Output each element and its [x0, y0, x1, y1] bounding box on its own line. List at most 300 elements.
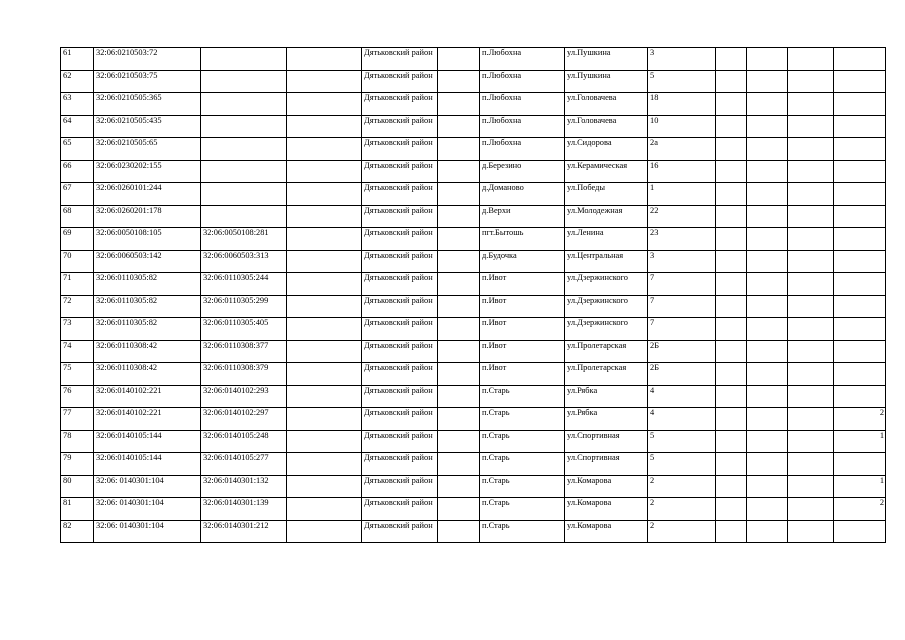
cell-blank-col-a	[287, 408, 362, 431]
registry-table	[60, 47, 886, 543]
cell-blank-col-e	[788, 520, 834, 543]
cell-house-number: 4	[648, 385, 716, 408]
cell-blank-col-b	[438, 93, 480, 116]
cell-blank-col-c	[716, 70, 747, 93]
cell-cadastral-number: 32:06:0260201:178	[94, 205, 201, 228]
cell-blank-col-d	[747, 183, 788, 206]
cell-street: ул.Пушкина	[565, 70, 648, 93]
cell-count-value	[834, 273, 886, 296]
cell-blank-col-c	[716, 385, 747, 408]
cell-district: Дятьковский район	[362, 183, 438, 206]
cell-house-number: 7	[648, 273, 716, 296]
cell-blank-col-e	[788, 295, 834, 318]
cell-row-number: 67	[61, 183, 94, 206]
cell-settlement: п.Любохна	[480, 70, 565, 93]
cell-count-value	[834, 93, 886, 116]
cell-blank-col-d	[747, 295, 788, 318]
cell-count-value: 1	[834, 430, 886, 453]
cell-row-number: 75	[61, 363, 94, 386]
table-row	[61, 475, 886, 498]
cell-count-value	[834, 520, 886, 543]
table-row	[61, 183, 886, 206]
cell-district: Дятьковский район	[362, 70, 438, 93]
cell-blank-col-a	[287, 160, 362, 183]
cell-count-value	[834, 453, 886, 476]
cell-settlement: п.Старь	[480, 520, 565, 543]
cell-sub-cadastral-number	[201, 93, 287, 116]
cell-blank-col-c	[716, 340, 747, 363]
cell-house-number: 7	[648, 318, 716, 341]
cell-blank-col-c	[716, 408, 747, 431]
cell-blank-col-c	[716, 363, 747, 386]
cell-count-value	[834, 318, 886, 341]
cell-blank-col-e	[788, 70, 834, 93]
cell-street: ул.Победы	[565, 183, 648, 206]
cell-sub-cadastral-number: 32:06:0140301:139	[201, 498, 287, 521]
cell-settlement: п.Старь	[480, 430, 565, 453]
cell-blank-col-e	[788, 430, 834, 453]
cell-blank-col-c	[716, 430, 747, 453]
cell-count-value	[834, 70, 886, 93]
cell-district: Дятьковский район	[362, 273, 438, 296]
cell-cadastral-number: 32:06:0210505:365	[94, 93, 201, 116]
cell-blank-col-e	[788, 228, 834, 251]
cell-count-value	[834, 115, 886, 138]
cell-cadastral-number: 32:06:0230202:155	[94, 160, 201, 183]
cell-district: Дятьковский район	[362, 408, 438, 431]
table-row	[61, 385, 886, 408]
cell-district: Дятьковский район	[362, 520, 438, 543]
cell-row-number: 73	[61, 318, 94, 341]
cell-blank-col-b	[438, 183, 480, 206]
table-row	[61, 498, 886, 521]
cell-row-number: 62	[61, 70, 94, 93]
cell-street: ул.Комарова	[565, 475, 648, 498]
cell-street: ул.Головачева	[565, 115, 648, 138]
cell-blank-col-b	[438, 340, 480, 363]
cell-house-number: 2	[648, 520, 716, 543]
cell-blank-col-b	[438, 430, 480, 453]
cell-blank-col-d	[747, 160, 788, 183]
cell-blank-col-a	[287, 138, 362, 161]
cell-row-number: 82	[61, 520, 94, 543]
cell-cadastral-number: 32:06:0110308:42	[94, 363, 201, 386]
cell-blank-col-d	[747, 228, 788, 251]
cell-blank-col-d	[747, 48, 788, 71]
cell-blank-col-d	[747, 205, 788, 228]
cell-blank-col-a	[287, 430, 362, 453]
cell-district: Дятьковский район	[362, 93, 438, 116]
cell-settlement: п.Любохна	[480, 115, 565, 138]
cell-blank-col-b	[438, 498, 480, 521]
cell-row-number: 61	[61, 48, 94, 71]
cell-blank-col-a	[287, 295, 362, 318]
cell-row-number: 81	[61, 498, 94, 521]
cell-settlement: п.Старь	[480, 453, 565, 476]
cell-count-value	[834, 160, 886, 183]
cell-blank-col-c	[716, 115, 747, 138]
cell-house-number: 7	[648, 295, 716, 318]
table-row	[61, 250, 886, 273]
cell-blank-col-d	[747, 273, 788, 296]
cell-street: ул.Ленина	[565, 228, 648, 251]
cell-blank-col-d	[747, 250, 788, 273]
cell-cadastral-number: 32:06:0110308:42	[94, 340, 201, 363]
cell-street: ул.Центральная	[565, 250, 648, 273]
cell-blank-col-c	[716, 228, 747, 251]
cell-cadastral-number: 32:06: 0140301:104	[94, 475, 201, 498]
cell-district: Дятьковский район	[362, 340, 438, 363]
cell-street: ул.Рябка	[565, 408, 648, 431]
table-row	[61, 228, 886, 251]
cell-blank-col-d	[747, 70, 788, 93]
cell-row-number: 76	[61, 385, 94, 408]
cell-blank-col-a	[287, 363, 362, 386]
cell-sub-cadastral-number	[201, 205, 287, 228]
cell-settlement: д.Верхи	[480, 205, 565, 228]
cell-settlement: пгт.Бытошь	[480, 228, 565, 251]
cell-row-number: 72	[61, 295, 94, 318]
cell-district: Дятьковский район	[362, 205, 438, 228]
cell-blank-col-e	[788, 408, 834, 431]
cell-blank-col-e	[788, 138, 834, 161]
cell-blank-col-d	[747, 138, 788, 161]
cell-count-value	[834, 385, 886, 408]
table-row	[61, 363, 886, 386]
cell-blank-col-d	[747, 115, 788, 138]
cell-house-number: 3	[648, 250, 716, 273]
cell-blank-col-b	[438, 273, 480, 296]
cell-settlement: п.Ивот	[480, 273, 565, 296]
cell-district: Дятьковский район	[362, 48, 438, 71]
cell-cadastral-number: 32:06: 0140301:104	[94, 520, 201, 543]
cell-blank-col-d	[747, 453, 788, 476]
cell-blank-col-a	[287, 93, 362, 116]
cell-sub-cadastral-number: 32:06:0140301:212	[201, 520, 287, 543]
table-row	[61, 295, 886, 318]
cell-cadastral-number: 32:06:0050108:105	[94, 228, 201, 251]
table-row	[61, 430, 886, 453]
cell-sub-cadastral-number: 32:06:0060503:313	[201, 250, 287, 273]
cell-sub-cadastral-number: 32:06:0110308:377	[201, 340, 287, 363]
table-row	[61, 138, 886, 161]
cell-row-number: 68	[61, 205, 94, 228]
cell-count-value	[834, 295, 886, 318]
cell-blank-col-e	[788, 160, 834, 183]
cell-street: ул.Головачева	[565, 93, 648, 116]
cell-sub-cadastral-number: 32:06:0140105:248	[201, 430, 287, 453]
cell-count-value	[834, 250, 886, 273]
cell-sub-cadastral-number	[201, 48, 287, 71]
cell-count-value	[834, 48, 886, 71]
cell-count-value	[834, 340, 886, 363]
cell-row-number: 77	[61, 408, 94, 431]
table-row	[61, 160, 886, 183]
cell-count-value	[834, 363, 886, 386]
cell-row-number: 69	[61, 228, 94, 251]
cell-sub-cadastral-number	[201, 115, 287, 138]
cell-house-number: 3	[648, 48, 716, 71]
cell-blank-col-d	[747, 430, 788, 453]
cell-settlement: п.Старь	[480, 408, 565, 431]
cell-sub-cadastral-number: 32:06:0050108:281	[201, 228, 287, 251]
table-row	[61, 205, 886, 228]
cell-district: Дятьковский район	[362, 498, 438, 521]
cell-house-number: 1	[648, 183, 716, 206]
cell-row-number: 66	[61, 160, 94, 183]
cell-blank-col-c	[716, 453, 747, 476]
table-row	[61, 273, 886, 296]
cell-blank-col-a	[287, 228, 362, 251]
cell-settlement: п.Ивот	[480, 295, 565, 318]
cell-blank-col-d	[747, 520, 788, 543]
cell-district: Дятьковский район	[362, 138, 438, 161]
cell-count-value: 2	[834, 498, 886, 521]
cell-settlement: д.Березино	[480, 160, 565, 183]
cell-sub-cadastral-number: 32:06:0140301:132	[201, 475, 287, 498]
cell-blank-col-b	[438, 295, 480, 318]
cell-blank-col-c	[716, 250, 747, 273]
cell-blank-col-a	[287, 498, 362, 521]
table-row	[61, 115, 886, 138]
cell-row-number: 79	[61, 453, 94, 476]
cell-blank-col-a	[287, 70, 362, 93]
cell-blank-col-d	[747, 340, 788, 363]
cell-cadastral-number: 32:06: 0140301:104	[94, 498, 201, 521]
cell-sub-cadastral-number: 32:06:0110305:299	[201, 295, 287, 318]
cell-street: ул.Молодежная	[565, 205, 648, 228]
cell-sub-cadastral-number: 32:06:0140102:297	[201, 408, 287, 431]
table-row	[61, 93, 886, 116]
cell-blank-col-a	[287, 340, 362, 363]
cell-blank-col-e	[788, 318, 834, 341]
cell-blank-col-c	[716, 160, 747, 183]
cell-cadastral-number: 32:06:0140102:221	[94, 385, 201, 408]
cell-sub-cadastral-number	[201, 160, 287, 183]
cell-blank-col-b	[438, 138, 480, 161]
cell-house-number: 5	[648, 430, 716, 453]
cell-district: Дятьковский район	[362, 430, 438, 453]
cell-cadastral-number: 32:06:0140105:144	[94, 430, 201, 453]
cell-blank-col-b	[438, 385, 480, 408]
cell-sub-cadastral-number: 32:06:0110308:379	[201, 363, 287, 386]
cell-cadastral-number: 32:06:0110305:82	[94, 273, 201, 296]
cell-blank-col-c	[716, 498, 747, 521]
cell-house-number: 2	[648, 475, 716, 498]
cell-street: ул.Дзержинского	[565, 295, 648, 318]
cell-street: ул.Пушкина	[565, 48, 648, 71]
table-row	[61, 340, 886, 363]
cell-house-number: 23	[648, 228, 716, 251]
cell-blank-col-b	[438, 475, 480, 498]
cell-settlement: п.Старь	[480, 475, 565, 498]
cell-house-number: 5	[648, 70, 716, 93]
table-row	[61, 48, 886, 71]
cell-count-value: 2	[834, 408, 886, 431]
cell-blank-col-d	[747, 475, 788, 498]
cell-blank-col-a	[287, 48, 362, 71]
cell-cadastral-number: 32:06:0140102:221	[94, 408, 201, 431]
cell-blank-col-d	[747, 363, 788, 386]
cell-blank-col-b	[438, 363, 480, 386]
cell-blank-col-e	[788, 183, 834, 206]
cell-cadastral-number: 32:06:0140105:144	[94, 453, 201, 476]
cell-blank-col-b	[438, 205, 480, 228]
cell-blank-col-d	[747, 408, 788, 431]
cell-house-number: 18	[648, 93, 716, 116]
table-row	[61, 318, 886, 341]
table-row	[61, 408, 886, 431]
cell-blank-col-b	[438, 70, 480, 93]
cell-house-number: 2	[648, 498, 716, 521]
cell-blank-col-a	[287, 273, 362, 296]
cell-cadastral-number: 32:06:0260101:244	[94, 183, 201, 206]
cell-house-number: 5	[648, 453, 716, 476]
cell-district: Дятьковский район	[362, 453, 438, 476]
cell-street: ул.Сидорова	[565, 138, 648, 161]
cell-district: Дятьковский район	[362, 295, 438, 318]
cell-settlement: п.Любохна	[480, 93, 565, 116]
cell-blank-col-c	[716, 205, 747, 228]
cell-blank-col-a	[287, 475, 362, 498]
cell-blank-col-c	[716, 295, 747, 318]
cell-blank-col-c	[716, 273, 747, 296]
cell-sub-cadastral-number: 32:06:0110305:405	[201, 318, 287, 341]
cell-street: ул.Керамическая	[565, 160, 648, 183]
cell-blank-col-a	[287, 520, 362, 543]
cell-blank-col-d	[747, 385, 788, 408]
cell-cadastral-number: 32:06:0210503:75	[94, 70, 201, 93]
cell-blank-col-c	[716, 318, 747, 341]
cell-district: Дятьковский район	[362, 363, 438, 386]
cell-street: ул.Дзержинского	[565, 273, 648, 296]
cell-street: ул.Спортивная	[565, 430, 648, 453]
cell-blank-col-c	[716, 475, 747, 498]
table-body	[61, 48, 886, 543]
cell-blank-col-e	[788, 453, 834, 476]
cell-settlement: п.Любохна	[480, 48, 565, 71]
table-row	[61, 520, 886, 543]
cell-blank-col-e	[788, 93, 834, 116]
cell-district: Дятьковский район	[362, 115, 438, 138]
cell-street: ул.Пролетарская	[565, 340, 648, 363]
cell-cadastral-number: 32:06:0210505:435	[94, 115, 201, 138]
cell-row-number: 64	[61, 115, 94, 138]
cell-settlement: п.Ивот	[480, 318, 565, 341]
cell-row-number: 78	[61, 430, 94, 453]
cell-blank-col-c	[716, 138, 747, 161]
cell-settlement: п.Ивот	[480, 340, 565, 363]
cell-district: Дятьковский район	[362, 250, 438, 273]
cell-house-number: 4	[648, 408, 716, 431]
cell-settlement: д.Доманово	[480, 183, 565, 206]
cell-district: Дятьковский район	[362, 228, 438, 251]
cell-cadastral-number: 32:06:0110305:82	[94, 318, 201, 341]
cell-house-number: 10	[648, 115, 716, 138]
cell-blank-col-b	[438, 115, 480, 138]
cell-sub-cadastral-number	[201, 183, 287, 206]
table-row	[61, 453, 886, 476]
cell-blank-col-c	[716, 93, 747, 116]
cell-blank-col-e	[788, 340, 834, 363]
cell-settlement: п.Старь	[480, 385, 565, 408]
cell-blank-col-b	[438, 228, 480, 251]
cell-blank-col-a	[287, 205, 362, 228]
cell-house-number: 2а	[648, 138, 716, 161]
cell-house-number: 2Б	[648, 363, 716, 386]
table-row	[61, 70, 886, 93]
cell-cadastral-number: 32:06:0110305:82	[94, 295, 201, 318]
cell-blank-col-a	[287, 385, 362, 408]
cell-blank-col-d	[747, 93, 788, 116]
cell-cadastral-number: 32:06:0060503:142	[94, 250, 201, 273]
cell-blank-col-c	[716, 48, 747, 71]
cell-row-number: 70	[61, 250, 94, 273]
cell-blank-col-b	[438, 408, 480, 431]
cell-count-value	[834, 183, 886, 206]
cell-district: Дятьковский район	[362, 160, 438, 183]
cell-blank-col-a	[287, 115, 362, 138]
cell-house-number: 2Б	[648, 340, 716, 363]
cell-blank-col-a	[287, 183, 362, 206]
cell-blank-col-b	[438, 318, 480, 341]
cell-row-number: 71	[61, 273, 94, 296]
cell-blank-col-e	[788, 475, 834, 498]
cell-count-value	[834, 138, 886, 161]
cell-blank-col-a	[287, 453, 362, 476]
cell-settlement: д.Будочка	[480, 250, 565, 273]
cell-blank-col-e	[788, 273, 834, 296]
cell-settlement: п.Ивот	[480, 363, 565, 386]
cell-blank-col-b	[438, 48, 480, 71]
cell-district: Дятьковский район	[362, 318, 438, 341]
cell-blank-col-a	[287, 250, 362, 273]
cell-settlement: п.Старь	[480, 498, 565, 521]
cell-row-number: 74	[61, 340, 94, 363]
cell-blank-col-e	[788, 115, 834, 138]
cell-street: ул.Дзержинского	[565, 318, 648, 341]
cell-sub-cadastral-number	[201, 138, 287, 161]
cell-sub-cadastral-number: 32:06:0140105:277	[201, 453, 287, 476]
cell-blank-col-b	[438, 520, 480, 543]
cell-settlement: п.Любохна	[480, 138, 565, 161]
cell-cadastral-number: 32:06:0210505:65	[94, 138, 201, 161]
cell-count-value: 1	[834, 475, 886, 498]
cell-blank-col-e	[788, 250, 834, 273]
cell-street: ул.Комарова	[565, 498, 648, 521]
cell-sub-cadastral-number	[201, 70, 287, 93]
cell-blank-col-b	[438, 453, 480, 476]
cell-blank-col-b	[438, 250, 480, 273]
cell-house-number: 22	[648, 205, 716, 228]
cell-blank-col-e	[788, 363, 834, 386]
cell-row-number: 80	[61, 475, 94, 498]
cell-district: Дятьковский район	[362, 475, 438, 498]
cell-blank-col-c	[716, 520, 747, 543]
cell-house-number: 16	[648, 160, 716, 183]
cell-sub-cadastral-number: 32:06:0110305:244	[201, 273, 287, 296]
cell-blank-col-a	[287, 318, 362, 341]
cell-blank-col-e	[788, 205, 834, 228]
cell-street: ул.Рябка	[565, 385, 648, 408]
cell-blank-col-d	[747, 318, 788, 341]
cell-district: Дятьковский район	[362, 385, 438, 408]
cell-count-value	[834, 228, 886, 251]
cell-blank-col-b	[438, 160, 480, 183]
cell-blank-col-e	[788, 498, 834, 521]
cell-blank-col-d	[747, 498, 788, 521]
cell-blank-col-c	[716, 183, 747, 206]
